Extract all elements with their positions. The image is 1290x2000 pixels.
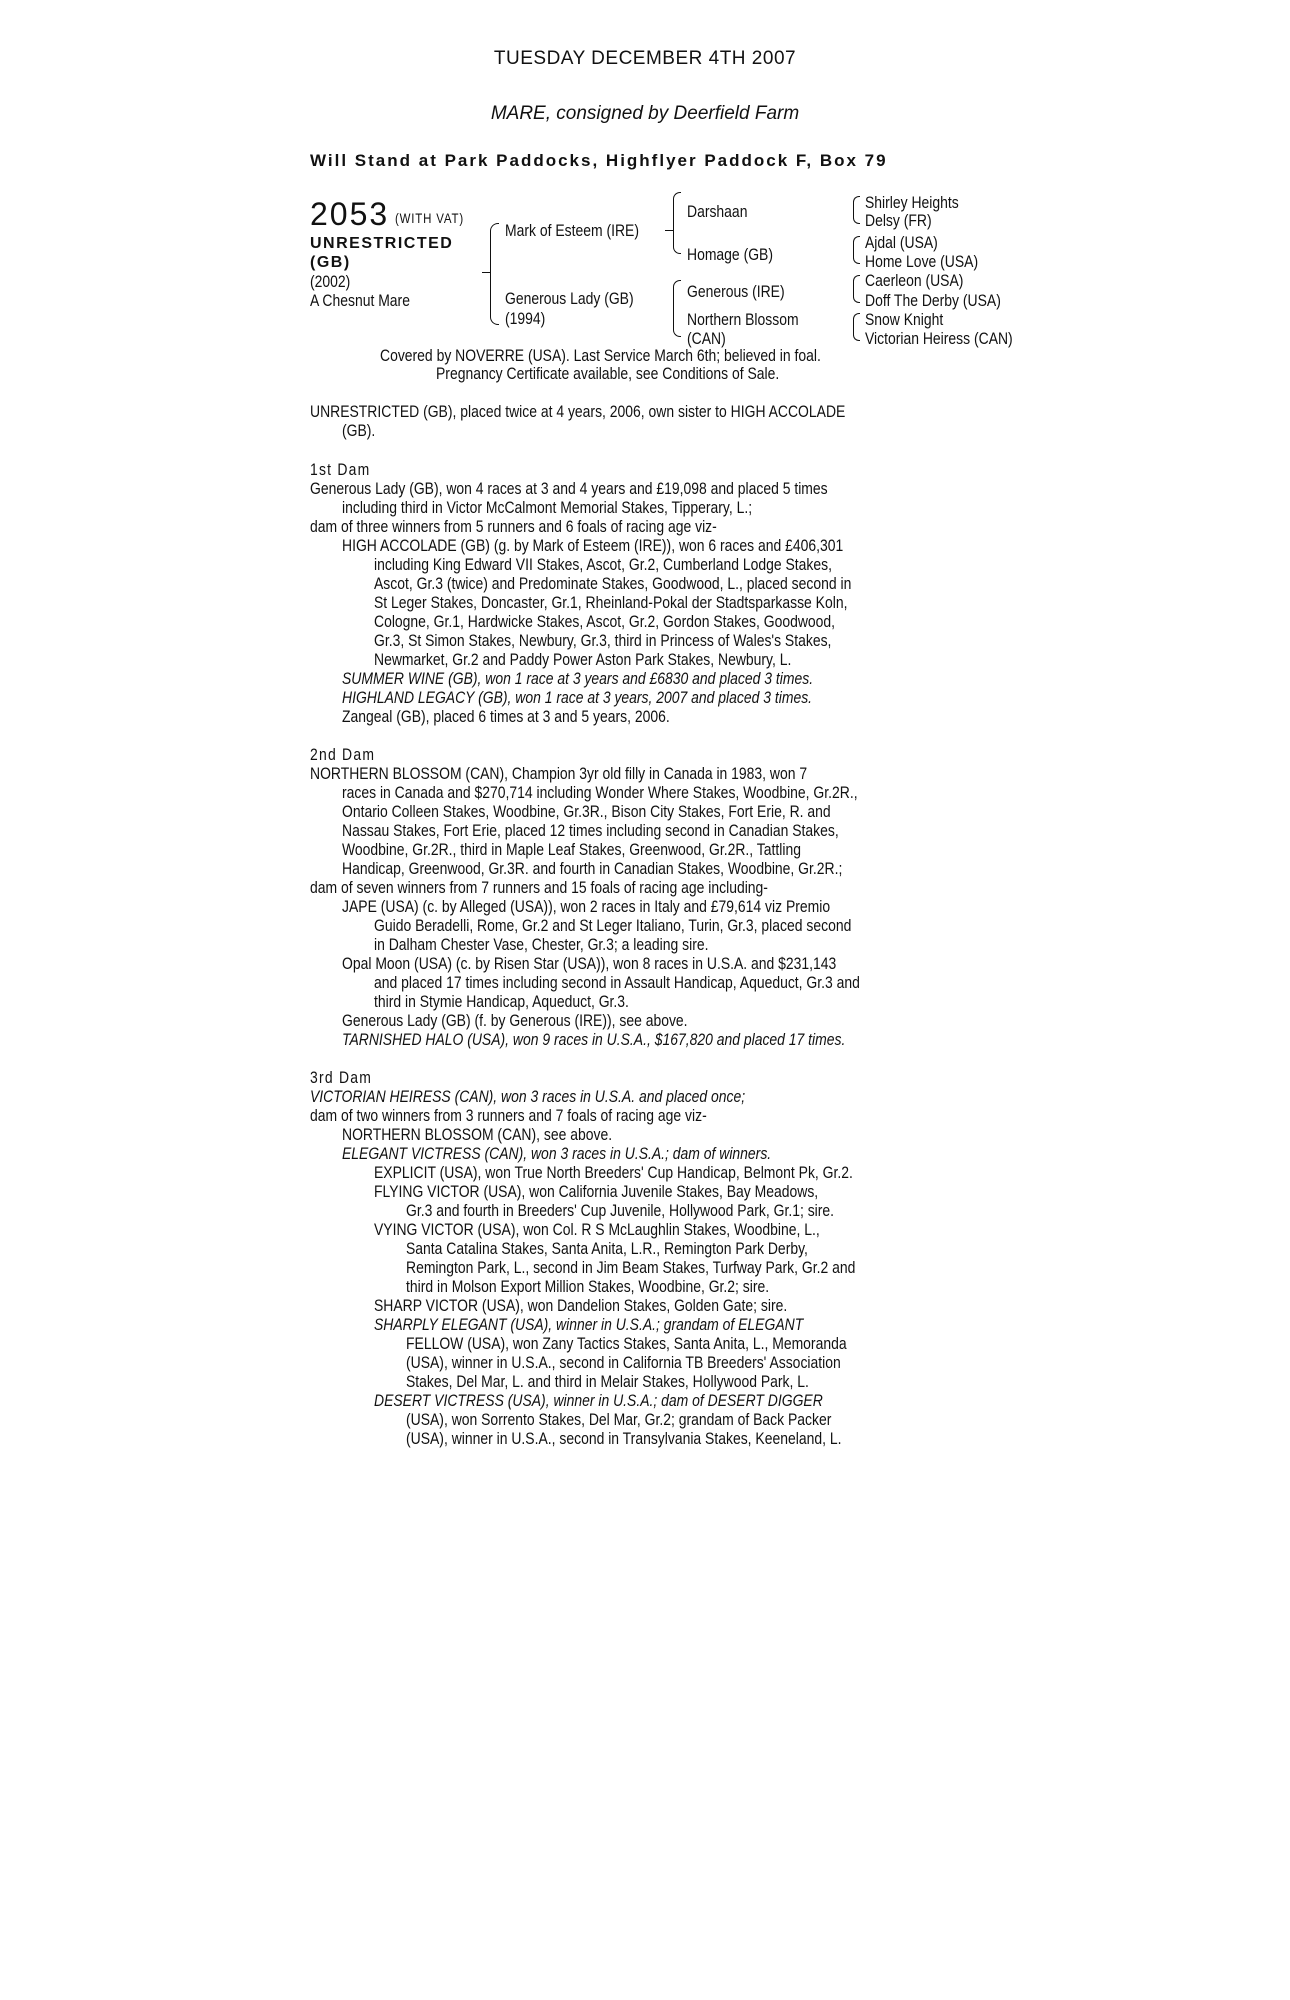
dam2-line: Ontario Colleen Stakes, Woodbine, Gr.3R., Bison City Stakes, Fort Erie, R. and [342, 802, 831, 821]
dam3-line: Remington Park, L., second in Jim Beam Stakes, Turfway Park, Gr.2 and [406, 1258, 856, 1277]
lot-country: (GB) [310, 254, 351, 271]
pedigree-brace-main [490, 223, 499, 325]
pedigree-sire: Mark of Esteem (IRE) [505, 221, 640, 240]
dam3-line: EXPLICIT (USA), won True North Breeders' Cup Handicap, Belmont Pk, Gr.2. [374, 1163, 853, 1182]
dam1-line: SUMMER WINE (GB), won 1 race at 3 years and £6830 and placed 3 times. [342, 669, 814, 688]
dam1-line: St Leger Stakes, Doncaster, Gr.1, Rheinland-Pokal der Stadtsparkasse Koln, [374, 593, 848, 612]
dam3-line: DESERT VICTRESS (USA), winner in U.S.A.; dam of DESERT DIGGER [374, 1391, 823, 1410]
pedigree-sss: Shirley Heights [865, 193, 959, 212]
dam3-line: Gr.3 and fourth in Breeders' Cup Juvenile, Hollywood Park, Gr.1; sire. [406, 1201, 835, 1220]
lot-number: 2053 [310, 196, 390, 232]
lot-name: UNRESTRICTED [310, 235, 454, 252]
pregnancy-note: Pregnancy Certificate available, see Conditions of Sale. [436, 364, 780, 383]
pedigree-dam-year: (1994) [505, 309, 546, 328]
dam2-line: third in Stymie Handicap, Aqueduct, Gr.3. [374, 992, 629, 1011]
dam2-line: and placed 17 times including second in Assault Handicap, Aqueduct, Gr.3 and [374, 973, 860, 992]
intro-line-2: (GB). [342, 421, 376, 440]
pedigree-dss: Caerleon (USA) [865, 271, 964, 290]
pedigree-ssd: Delsy (FR) [865, 211, 932, 230]
pedigree-sdd: Home Love (USA) [865, 252, 979, 271]
dam3-line: dam of two winners from 3 runners and 7 foals of racing age viz- [310, 1106, 707, 1125]
dam2-heading: 2nd Dam [310, 745, 376, 764]
dam2-line: Guido Beradelli, Rome, Gr.2 and St Leger Italiano, Turin, Gr.3, placed second [374, 916, 852, 935]
dam1-line: including third in Victor McCalmont Memorial Stakes, Tipperary, L.; [342, 498, 753, 517]
dam3-line: FELLOW (USA), won Zany Tactics Stakes, Santa Anita, L., Memoranda [406, 1334, 847, 1353]
dam3-line: NORTHERN BLOSSOM (CAN), see above. [342, 1125, 613, 1144]
dam1-heading: 1st Dam [310, 460, 371, 479]
intro-line-1: UNRESTRICTED (GB), placed twice at 4 years, 2006, own sister to HIGH ACCOLADE [310, 402, 846, 421]
dam1-line: Cologne, Gr.1, Hardwicke Stakes, Ascot, Gr.2, Gordon Stakes, Goodwood, [374, 612, 836, 631]
dam3-heading: 3rd Dam [310, 1068, 373, 1087]
dam2-line: Nassau Stakes, Fort Erie, placed 12 times including second in Canadian Stakes, [342, 821, 839, 840]
dam2-line: dam of seven winners from 7 runners and 15 foals of racing age including- [310, 878, 768, 897]
stand-location: Will Stand at Park Paddocks, Highflyer Paddock F, Box 79 [310, 151, 888, 170]
dam3-line: ELEGANT VICTRESS (CAN), won 3 races in U.S.A.; dam of winners. [342, 1144, 772, 1163]
covered-note: Covered by NOVERRE (USA). Last Service March 6th; believed in foal. [380, 346, 821, 365]
vat-note: (WITH VAT) [395, 210, 464, 226]
dam2-line: Generous Lady (GB) (f. by Generous (IRE)), see above. [342, 1011, 688, 1030]
dam3-line: SHARPLY ELEGANT (USA), winner in U.S.A.; grandam of ELEGANT [374, 1315, 804, 1334]
pedigree-brace-sire-point [665, 230, 673, 231]
dam1-line: Newmarket, Gr.2 and Paddy Power Aston Park Stakes, Newbury, L. [374, 650, 792, 669]
pedigree-brace-dd [853, 313, 860, 341]
dam2-line: Opal Moon (USA) (c. by Risen Star (USA)), won 8 races in U.S.A. and $231,143 [342, 954, 837, 973]
pedigree-brace-ss [853, 196, 860, 224]
pedigree-brace-dam [673, 280, 681, 337]
dam3-line: third in Molson Export Million Stakes, Woodbine, Gr.2; sire. [406, 1277, 770, 1296]
dam1-line: Generous Lady (GB), won 4 races at 3 and 4 years and £19,098 and placed 5 times [310, 479, 828, 498]
dam3-line: Stakes, Del Mar, L. and third in Melair Stakes, Hollywood Park, L. [406, 1372, 809, 1391]
dam1-line: including King Edward VII Stakes, Ascot, Gr.2, Cumberland Lodge Stakes, [374, 555, 832, 574]
dam1-line: HIGH ACCOLADE (GB) (g. by Mark of Esteem (IRE)), won 6 races and £406,301 [342, 536, 844, 555]
dam2-line: in Dalham Chester Vase, Chester, Gr.3; a leading sire. [374, 935, 709, 954]
pedigree-ddd: Victorian Heiress (CAN) [865, 329, 1013, 348]
pedigree-dam-dam: Northern Blossom [687, 310, 799, 329]
pedigree-dam-dam-country: (CAN) [687, 329, 726, 348]
pedigree-brace-main-point [482, 272, 490, 273]
lot-description: A Chesnut Mare [310, 291, 410, 310]
pedigree-sire-dam: Homage (GB) [687, 245, 773, 264]
lot-year: (2002) [310, 272, 351, 291]
pedigree-brace-sd [853, 236, 860, 264]
dam2-line: TARNISHED HALO (USA), won 9 races in U.S.A., $167,820 and placed 17 times. [342, 1030, 846, 1049]
dam2-line: JAPE (USA) (c. by Alleged (USA)), won 2 races in Italy and £79,614 viz Premio [342, 897, 831, 916]
dam1-line: dam of three winners from 5 runners and 6 foals of racing age viz- [310, 517, 717, 536]
pedigree-dam-sire: Generous (IRE) [687, 282, 785, 301]
dam3-line: VICTORIAN HEIRESS (CAN), won 3 races in U.S.A. and placed once; [310, 1087, 746, 1106]
dam3-line: FLYING VICTOR (USA), won California Juvenile Stakes, Bay Meadows, [374, 1182, 819, 1201]
pedigree-sds: Ajdal (USA) [865, 233, 938, 252]
dam2-line: races in Canada and $270,714 including Wonder Where Stakes, Woodbine, Gr.2R., [342, 783, 858, 802]
sale-date: TUESDAY DECEMBER 4TH 2007 [493, 48, 797, 69]
dam2-line: Handicap, Greenwood, Gr.3R. and fourth in Canadian Stakes, Woodbine, Gr.2R.; [342, 859, 843, 878]
dam1-line: HIGHLAND LEGACY (GB), won 1 race at 3 years, 2007 and placed 3 times. [342, 688, 813, 707]
pedigree-dsd: Doff The Derby (USA) [865, 291, 1001, 310]
dam3-line: (USA), winner in U.S.A., second in California TB Breeders' Association [406, 1353, 841, 1372]
dam3-line: VYING VICTOR (USA), won Col. R S McLaughlin Stakes, Woodbine, L., [374, 1220, 820, 1239]
dam1-line: Ascot, Gr.3 (twice) and Predominate Stakes, Goodwood, L., placed second in [374, 574, 852, 593]
dam3-line: (USA), won Sorrento Stakes, Del Mar, Gr.2; grandam of Back Packer [406, 1410, 832, 1429]
dam1-line: Zangeal (GB), placed 6 times at 3 and 5 years, 2006. [342, 707, 670, 726]
dam1-line: Gr.3, St Simon Stakes, Newbury, Gr.3, third in Princess of Wales's Stakes, [374, 631, 832, 650]
dam3-line: SHARP VICTOR (USA), won Dandelion Stakes, Golden Gate; sire. [374, 1296, 788, 1315]
consignor-line: MARE, consigned by Deerfield Farm [490, 103, 800, 124]
pedigree-dds: Snow Knight [865, 310, 944, 329]
dam2-line: Woodbine, Gr.2R., third in Maple Leaf Stakes, Greenwood, Gr.2R., Tattling [342, 840, 801, 859]
pedigree-brace-ds [853, 275, 860, 303]
dam3-line: Santa Catalina Stakes, Santa Anita, L.R., Remington Park Derby, [406, 1239, 808, 1258]
dam3-line: (USA), winner in U.S.A., second in Transylvania Stakes, Keeneland, L. [406, 1429, 842, 1448]
pedigree-dam: Generous Lady (GB) [505, 289, 634, 308]
dam2-line: NORTHERN BLOSSOM (CAN), Champion 3yr old filly in Canada in 1983, won 7 [310, 764, 808, 783]
pedigree-brace-sire [673, 192, 681, 254]
pedigree-sire-sire: Darshaan [687, 202, 748, 221]
